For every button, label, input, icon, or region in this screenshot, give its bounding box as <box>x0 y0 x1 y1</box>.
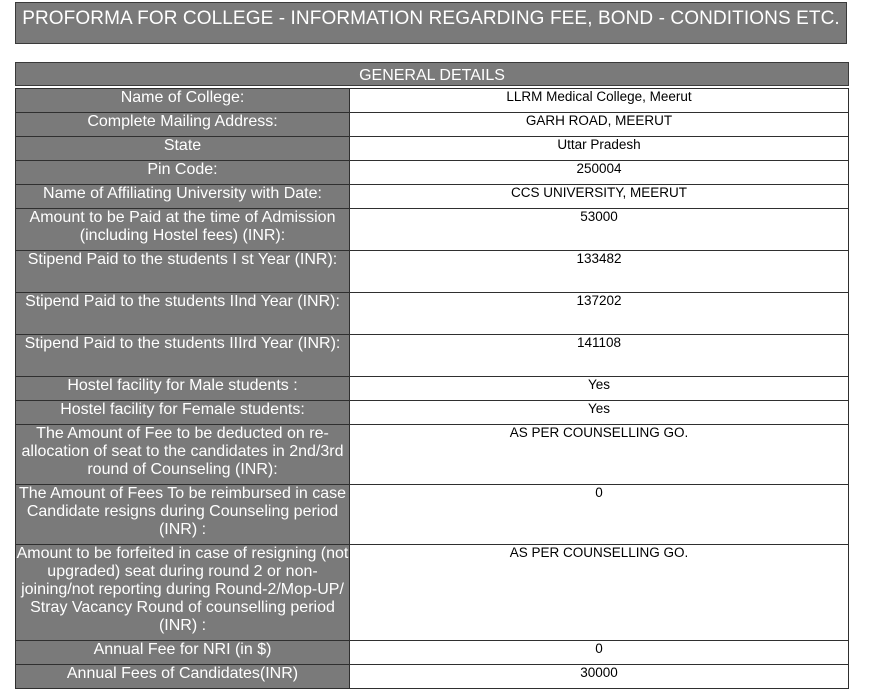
table-row <box>16 377 849 401</box>
table-row <box>16 89 849 113</box>
row-label: The Amount of Fee to be deducted on re-allocation of seat to the candidates in 2nd/3rd round of Counseling (INR): <box>16 425 350 485</box>
table-row <box>16 485 849 545</box>
table-row <box>16 185 849 209</box>
row-label: The Amount of Fees To be reimbursed in case Candidate resigns during Counseling period (INR) : <box>16 485 350 545</box>
table-row <box>16 137 849 161</box>
row-label: Amount to be forfeited in case of resigning (not upgraded) seat during round 2 or non-joining/not reporting during Round-2/Mop-UP/ Stray Vacancy Round of counselling period (INR) : <box>16 545 350 641</box>
general-details-table <box>15 88 849 689</box>
row-value: CCS UNIVERSITY, MEERUT <box>350 185 849 209</box>
row-label: Name of Affiliating University with Date: <box>16 185 350 209</box>
row-value: AS PER COUNSELLING GO. <box>350 425 849 485</box>
row-value: AS PER COUNSELLING GO. <box>350 545 849 641</box>
row-label: Hostel facility for Male students : <box>16 377 350 401</box>
row-value: 137202 <box>350 293 849 335</box>
table-row <box>16 545 849 641</box>
row-label: State <box>16 137 350 161</box>
table-row <box>16 665 849 689</box>
row-value: LLRM Medical College, Meerut <box>350 89 849 113</box>
row-label: Amount to be Paid at the time of Admission (including Hostel fees) (INR): <box>16 209 350 251</box>
table-row <box>16 401 849 425</box>
row-value: 30000 <box>350 665 849 689</box>
row-value: Uttar Pradesh <box>350 137 849 161</box>
row-label: Name of College: <box>16 89 350 113</box>
table-row <box>16 113 849 137</box>
row-label: Annual Fee for NRI (in $) <box>16 641 350 665</box>
row-label: Stipend Paid to the students I st Year (INR): <box>16 251 350 293</box>
table-row <box>16 293 849 335</box>
row-value: Yes <box>350 401 849 425</box>
row-value: GARH ROAD, MEERUT <box>350 113 849 137</box>
section-header-general-details: GENERAL DETAILS <box>15 62 849 86</box>
table-row <box>16 641 849 665</box>
row-label: Hostel facility for Female students: <box>16 401 350 425</box>
row-value: 133482 <box>350 251 849 293</box>
row-value: Yes <box>350 377 849 401</box>
row-label: Complete Mailing Address: <box>16 113 350 137</box>
row-value: 141108 <box>350 335 849 377</box>
row-label: Pin Code: <box>16 161 350 185</box>
row-value: 0 <box>350 485 849 545</box>
table-row <box>16 209 849 251</box>
row-label: Stipend Paid to the students IInd Year (INR): <box>16 293 350 335</box>
table-row <box>16 251 849 293</box>
row-label: Annual Fees of Candidates(INR) <box>16 665 350 689</box>
table-row <box>16 425 849 485</box>
table-row <box>16 161 849 185</box>
row-label: Stipend Paid to the students IIIrd Year (INR): <box>16 335 350 377</box>
table-row <box>16 335 849 377</box>
page-title: PROFORMA FOR COLLEGE - INFORMATION REGARDING FEE, BOND - CONDITIONS ETC. <box>15 2 847 44</box>
row-value: 53000 <box>350 209 849 251</box>
row-value: 0 <box>350 641 849 665</box>
row-value: 250004 <box>350 161 849 185</box>
